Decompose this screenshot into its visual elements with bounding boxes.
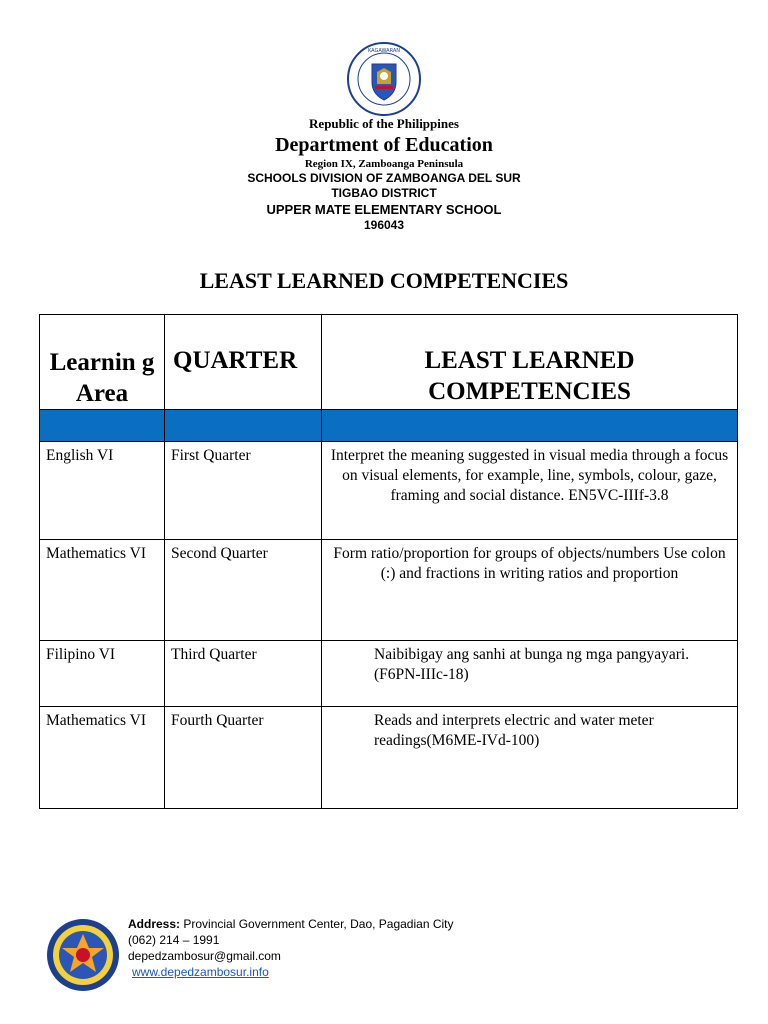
table-row: [40, 707, 738, 809]
email-line: depedzambosur@gmail.com: [128, 949, 281, 963]
header-learning-area: Learnin g Area: [40, 315, 165, 410]
address-line: [128, 916, 454, 932]
competencies-table: [39, 314, 738, 809]
competency-cell: Interpret the meaning suggested in visual media through a focus on visual elements, for example, line, symbols, colour, gaze, framing and social distance. EN5VC-IIIf-3.8: [322, 442, 738, 540]
table-row: [40, 641, 738, 707]
phone-line: (062) 214 – 1991: [128, 933, 220, 947]
color-bar-cell: [165, 410, 322, 442]
table-row: [40, 540, 738, 641]
color-bar-cell: [40, 410, 165, 442]
svg-text:KAGAWARAN: KAGAWARAN: [367, 48, 401, 54]
quarter-cell: Second Quarter: [165, 540, 322, 641]
header-competencies: LEAST LEARNED COMPETENCIES: [322, 315, 738, 410]
republic-line: Republic of the Philippines: [309, 116, 459, 131]
department-name: Department of Education: [275, 134, 493, 156]
competency-cell: Naibibigay ang sanhi at bunga ng mga pangyayari. (F6PN-IIIc-18): [322, 641, 738, 707]
header-quarter: QUARTER: [165, 315, 322, 410]
website-link[interactable]: www.depedzambosur.info: [132, 965, 269, 979]
footer-contact: [128, 916, 454, 980]
address-text: Provincial Government Center, Dao, Pagadian City: [183, 917, 454, 931]
region-line: Region IX, Zamboanga Peninsula: [304, 158, 464, 170]
district-line: TIGBAO DISTRICT: [331, 186, 437, 200]
quarter-cell: Fourth Quarter: [165, 707, 322, 809]
document-title: LEAST LEARNED COMPETENCIES: [199, 268, 569, 293]
division-line: SCHOOLS DIVISION OF ZAMBOANGA DEL SUR: [247, 171, 521, 185]
area-cell: English VI: [40, 442, 165, 540]
division-logo: [46, 918, 120, 992]
deped-seal-logo: [347, 42, 421, 116]
area-cell: Mathematics VI: [40, 540, 165, 641]
header-color-bar: [40, 410, 738, 442]
school-id: 196043: [363, 218, 405, 232]
quarter-cell: First Quarter: [165, 442, 322, 540]
table-header-row: [40, 315, 738, 410]
area-cell: Filipino VI: [40, 641, 165, 707]
table-row: [40, 442, 738, 540]
area-cell: Mathematics VI: [40, 707, 165, 809]
competency-cell: Form ratio/proportion for groups of objects/numbers Use colon (:) and fractions in writing ratios and proportion: [322, 540, 738, 641]
competency-cell: Reads and interprets electric and water meter readings(M6ME-IVd-100): [322, 707, 738, 809]
address-label: Address:: [128, 917, 181, 931]
color-bar-cell: [322, 410, 738, 442]
quarter-cell: Third Quarter: [165, 641, 322, 707]
school-name: UPPER MATE ELEMENTARY SCHOOL: [266, 202, 502, 217]
